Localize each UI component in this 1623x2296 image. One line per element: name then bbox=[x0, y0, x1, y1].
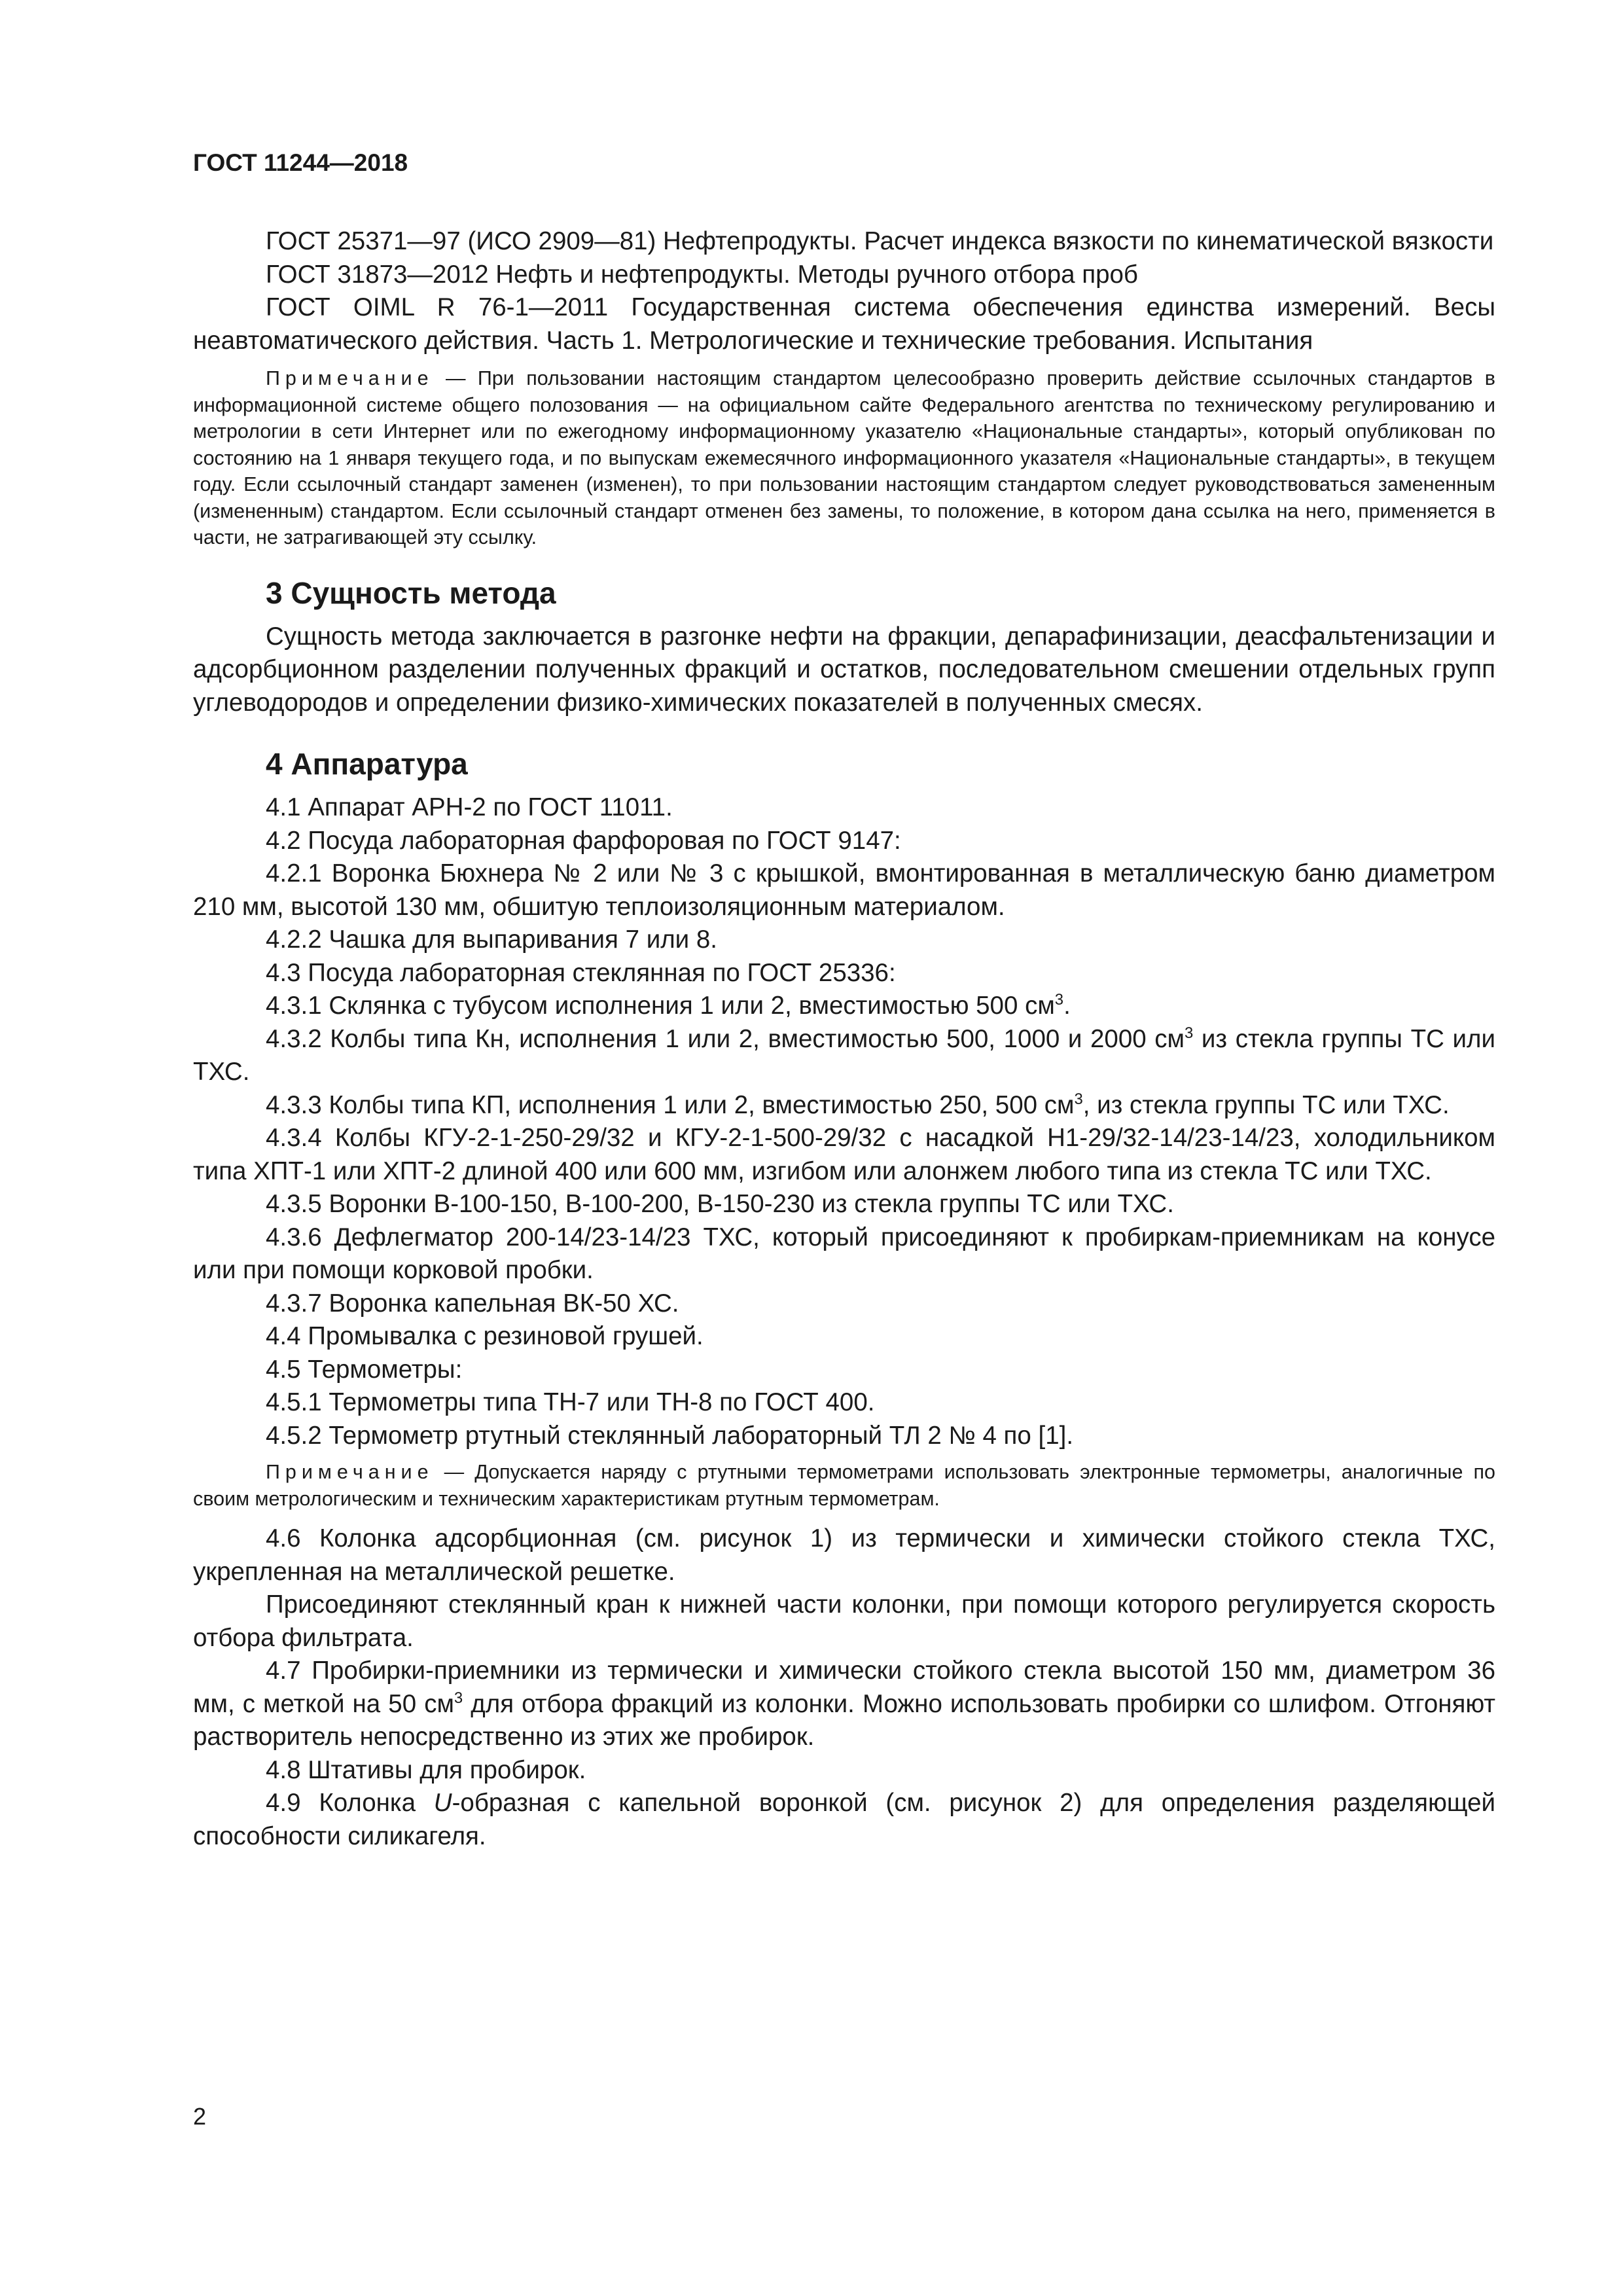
item-4-1: 4.1 Аппарат АРН-2 по ГОСТ 11011. bbox=[266, 793, 673, 821]
item-4-5: 4.5 Термометры: bbox=[266, 1355, 463, 1384]
section-4-title: 4 Аппаратура bbox=[266, 747, 468, 781]
superscript-3: 3 bbox=[1054, 991, 1064, 1009]
item-4-3-1: 4.3.1 Склянка с тубусом исполнения 1 или 2, вместимостью 500 $см^3$. bbox=[266, 991, 1071, 1020]
item-4-3-4: 4.3.4 Колбы КГУ-2-1-250-29/32 и КГУ-2-1-500-29/32 с насадкой Н1-29/32-14/23-14/23, холодильником типа ХПТ-1 или ХПТ-2 длиной 400 или 600 мм, изгибом или алонжем любого типа из стекла ТС или ТХС. bbox=[193, 1124, 1495, 1185]
item-4-3-7: 4.3.7 Воронка капельная ВК-50 ХС. bbox=[266, 1289, 679, 1318]
superscript-3: 3 bbox=[454, 1689, 463, 1707]
superscript-3: 3 bbox=[1185, 1024, 1194, 1042]
item-4-8: 4.8 Штативы для пробирок. bbox=[266, 1755, 586, 1784]
document-header: ГОСТ 11244—2018 bbox=[193, 149, 408, 176]
item-4-3-6: 4.3.6 Дефлегматор 200-14/23-14/23 ТХС, который присоединяют к пробиркам-приемникам на конусе или при помощи корковой пробки. bbox=[193, 1223, 1495, 1284]
item-4-4: 4.4 Промывалка с резиновой грушей. bbox=[266, 1322, 704, 1350]
note-label: Примечание bbox=[266, 367, 434, 389]
item-4-2-2: 4.2.2 Чашка для выпаривания 7 или 8. bbox=[266, 925, 717, 954]
item-4-6-paragraph: Присоединяют стеклянный кран к нижней части колонки, при помощи которого регулируется скорость отбора фильтрата. bbox=[193, 1590, 1495, 1652]
page-number: 2 bbox=[193, 2103, 207, 2130]
item-4-3-3: 4.3.3 Колбы типа КП, исполнения 1 или 2, вместимостью 250, 500 $см^3$, из стекла группы ТС или ТХС. bbox=[266, 1090, 1450, 1119]
item-4-3-5: 4.3.5 Воронки В-100-150, В-100-200, В-150-230 из стекла группы ТС или ТХС. bbox=[266, 1190, 1174, 1218]
item-4-2-1: 4.2.1 Воронка Бюхнера № 2 или № 3 с крышкой, вмонтированная в металлическую баню диаметром 210 мм, высотой 130 мм, обшитую теплоизоляционным материалом. bbox=[193, 859, 1495, 921]
item-4-9: 4.9 Колонка U-образная с капельной воронкой (см. рисунок 2) для определения разделяющей способности силикагеля. bbox=[193, 1789, 1495, 1850]
note-text: — При пользовании настоящим стандартом целесообразно проверить действие ссылочных стандартов в информационной системе общего полозования — на официальном сайте Федерального агентства по техническому регулированию и метрологии в сети Интернет или по ежегодному информационному указателю «Национальные стандарты», который опубликован по состоянию на 1 января текущего года, и по выпускам ежемесячного информационного указателя «Национальные стандарты», в текущем году. Если ссылочный стандарт заменен (изменен), то при пользовании настоящим стандартом следует руководствоваться замененным (измененным) стандартом. Если ссылочный стандарт отменен без замены, то положение, в котором дана ссылка на него, применяется в части, не затрагивающей эту ссылку. bbox=[193, 367, 1495, 548]
note-label: Примечание bbox=[266, 1461, 434, 1483]
note-thermometers bbox=[193, 1459, 1495, 1512]
section-3-text: Сущность метода заключается в разгонке нефти на фракции, депарафинизации, деасфальтенизации и адсорбционном разделении полученных фракций и остатков, последовательном смешении отдельных групп углеводородов и определении физико-химических показателей в полученных смесях. bbox=[193, 622, 1495, 717]
note-references bbox=[193, 365, 1495, 551]
note-text: — Допускается наряду с ртутными термометрами использовать электронные термометры, аналогичные по своим метрологическим и техническим характеристикам ртутным термометрам. bbox=[193, 1461, 1495, 1510]
item-4-3: 4.3 Посуда лабораторная стеклянная по ГОСТ 25336: bbox=[266, 958, 896, 987]
item-4-5-2: 4.5.2 Термометр ртутный стеклянный лабораторный ТЛ 2 № 4 по [1]. bbox=[266, 1421, 1074, 1450]
page-content bbox=[193, 225, 1495, 1853]
section-3-title: 3 Сущность метода bbox=[266, 575, 556, 610]
item-4-7: 4.7 Пробирки-приемники из термически и химически стойкого стекла высотой 150 мм, диаметром 36 мм, с меткой на 50 $см^3$ для отбора фракций из колонки. Можно использовать пробирки со шлифом. Отгоняют растворитель непосредственно из этих же пробирок. bbox=[193, 1657, 1495, 1751]
reference-gost-31873: ГОСТ 31873—2012 Нефть и нефтепродукты. Методы ручного отбора проб bbox=[266, 260, 1138, 289]
item-4-3-2: 4.3.2 Колбы типа Кн, исполнения 1 или 2, вместимостью 500, 1000 и 2000 $см^3$ из стекла группы ТС или ТХС. bbox=[193, 1024, 1496, 1086]
reference-gost-oiml: ГОСТ OIML R 76-1—2011 Государственная система обеспечения единства измерений. Весы неавтоматического действия. Часть 1. Метрологические и технические требования. Испытания bbox=[193, 293, 1495, 355]
superscript-3: 3 bbox=[1074, 1090, 1083, 1108]
item-4-2: 4.2 Посуда лабораторная фарфоровая по ГОСТ 9147: bbox=[266, 826, 901, 855]
reference-gost-25371: ГОСТ 25371—97 (ИСО 2909—81) Нефтепродукты. Расчет индекса вязкости по кинематической вязкости bbox=[266, 227, 1494, 255]
item-4-5-1: 4.5.1 Термометры типа ТН-7 или ТН-8 по ГОСТ 400. bbox=[266, 1388, 875, 1416]
item-4-6: 4.6 Колонка адсорбционная (см. рисунок 1) из термически и химически стойкого стекла ТХС, укрепленная на металлической решетке. bbox=[193, 1524, 1495, 1586]
italic-u: U bbox=[433, 1789, 452, 1817]
